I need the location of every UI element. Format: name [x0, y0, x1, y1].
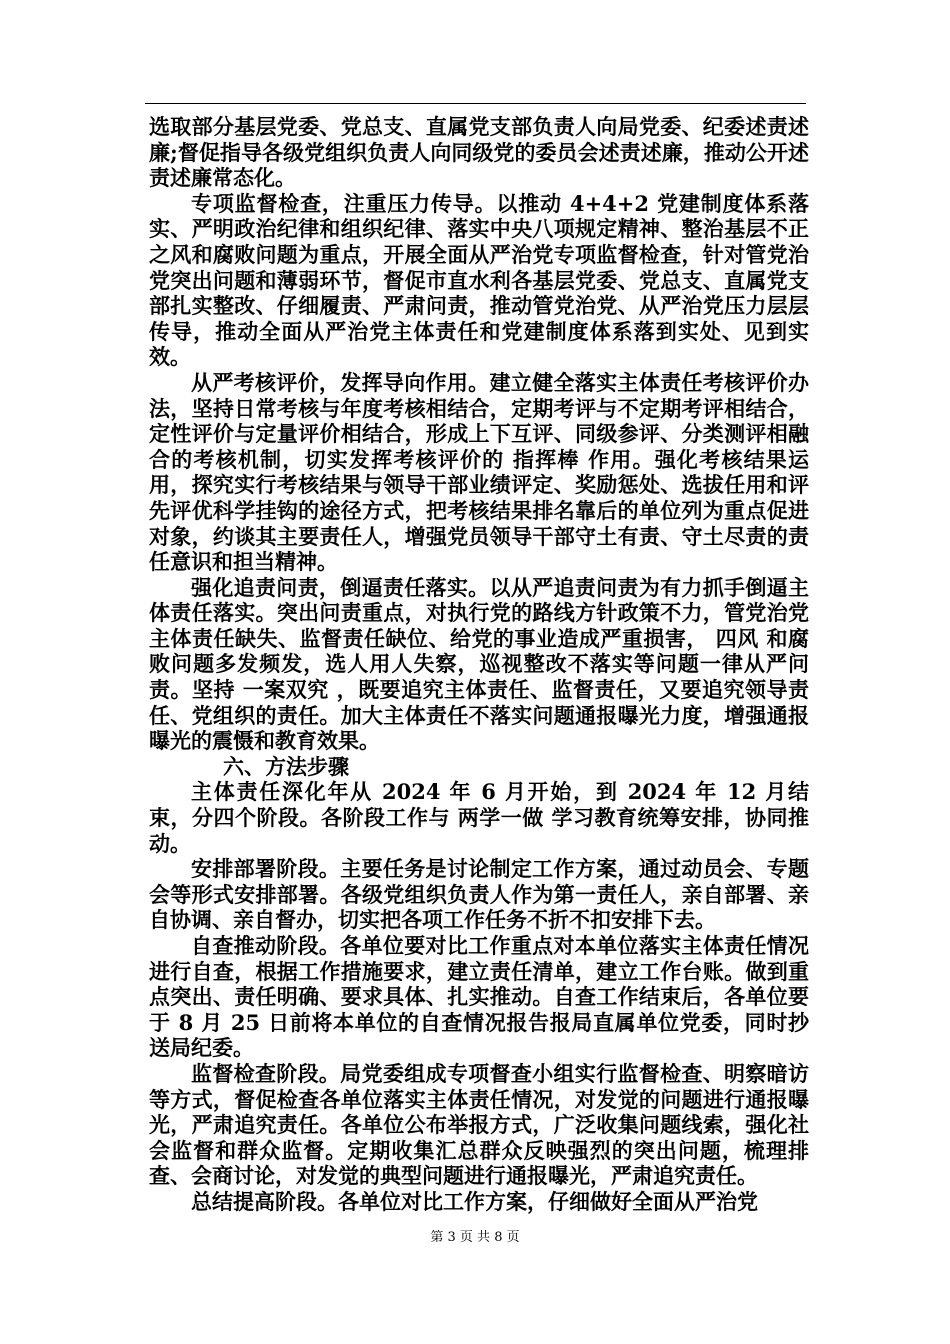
paragraph-summary-stage: 总结提高阶段。各单位对比工作方案，仔细做好全面从严治党 — [191, 1188, 758, 1214]
header-rule — [145, 103, 806, 104]
paragraph-strict-assessment: 从严考核评价，发挥导向作用。建立健全落实主体责任考核评价办法，坚持日常考核与年度考核相结合，定期考评与不定期考评相结合，定性评价与定量评价相结合，形成上下互评、同级参评、分类测评相融合的考核机制，切实发挥考核评价的 指挥棒 作用。强化考核结果运用，探究实行考核结果与领导干部业绩评定、奖励惩处、选拔任用和评先评优科学挂钩的途径方式，把考核结果排名靠后的单位列为重点促进对象，约谈其主要责任人，增强党员领导干部守土有责、守土尽责的责任意识和担当精神。 — [149, 369, 809, 575]
paragraph-deployment-stage: 安排部署阶段。主要任务是讨论制定工作方案，通过动员会、专题会等形式安排部署。各级党组织负责人作为第一责任人，亲自部署、亲自协调、亲自督办，切实把各项工作任务不折不扣安排下去。 — [149, 856, 809, 933]
paragraph-self-check-stage: 自查推动阶段。各单位要对比工作重点对本单位落实主体责任情况进行自查，根据工作措施要求，建立责任清单，建立工作台账。做到重点突出、责任明确、要求具体、扎实推动。自查工作结束后，各单位要于 8 月 25 日前将本单位的自查情况报告报局直属单位党委，同时抄送局纪委。 — [149, 933, 809, 1061]
paragraph-continuation: 选取部分基层党委、党总支、直属党支部负责人向局党委、纪委述责述廉;督促指导各级党组织负责人向同级党的委员会述责述廉，推动公开述责述廉常态化。 — [149, 114, 809, 191]
paragraph-supervision-stage: 监督检查阶段。局党委组成专项督查小组实行监督检查、明察暗访等方式，督促检查各单位落实主体责任情况，对发觉的问题进行通报曝光，严肃追究责任。各单位公布举报方式，广泛收集问题线索，强化社会监督和群众监督。定期收集汇总群众反映强烈的突出问题，梳理排查、会商讨论，对发觉的典型问题进行通报曝光，严肃追究责任。 — [149, 1060, 809, 1189]
section-heading-methods: 六、方法步骤 — [223, 753, 349, 779]
paragraph-timeline: 主体责任深化年从 2024 年 6 月开始，到 2024 年 12 月结束，分四个阶段。各阶段工作与 两学一做 学习教育统筹安排，协同推动。 — [149, 779, 809, 856]
paragraph-accountability: 强化追责问责，倒逼责任落实。以从严追责问责为有力抓手倒逼主体责任落实。突出问责重点，对执行党的路线方针政策不力，管党治党主体责任缺失、监督责任缺位、给党的事业造成严重损害， 四风 和腐败问题多发频发，选人用人失察，巡视整改不落实等问题一律从严问责。坚持 一案双究 ，既要追究主体责任、监督责任，又要追究领导责任、党组织的责任。加大主体责任不落实问题通报曝光力度，增强通报曝光的震慑和教育效果。 — [149, 574, 809, 754]
document-body — [149, 114, 809, 1215]
page-number-footer: 第 3 页 共 8 页 — [430, 1230, 520, 1245]
paragraph-special-inspection: 专项监督检查，注重压力传导。以推动 4+4+2 党建制度体系落实、严明政治纪律和组织纪律、落实中央八项规定精神、整治基层不正之风和腐败问题为重点，开展全面从严治党专项监督检查，针对管党治党突出问题和薄弱环节，督促市直水利各基层党委、党总支、直属党支部扎实整改、仔细履责、严肃问责，推动管党治党、从严治党压力层层传导，推动全面从严治党主体责任和党建制度体系落到实处、见到实效。 — [149, 190, 809, 370]
